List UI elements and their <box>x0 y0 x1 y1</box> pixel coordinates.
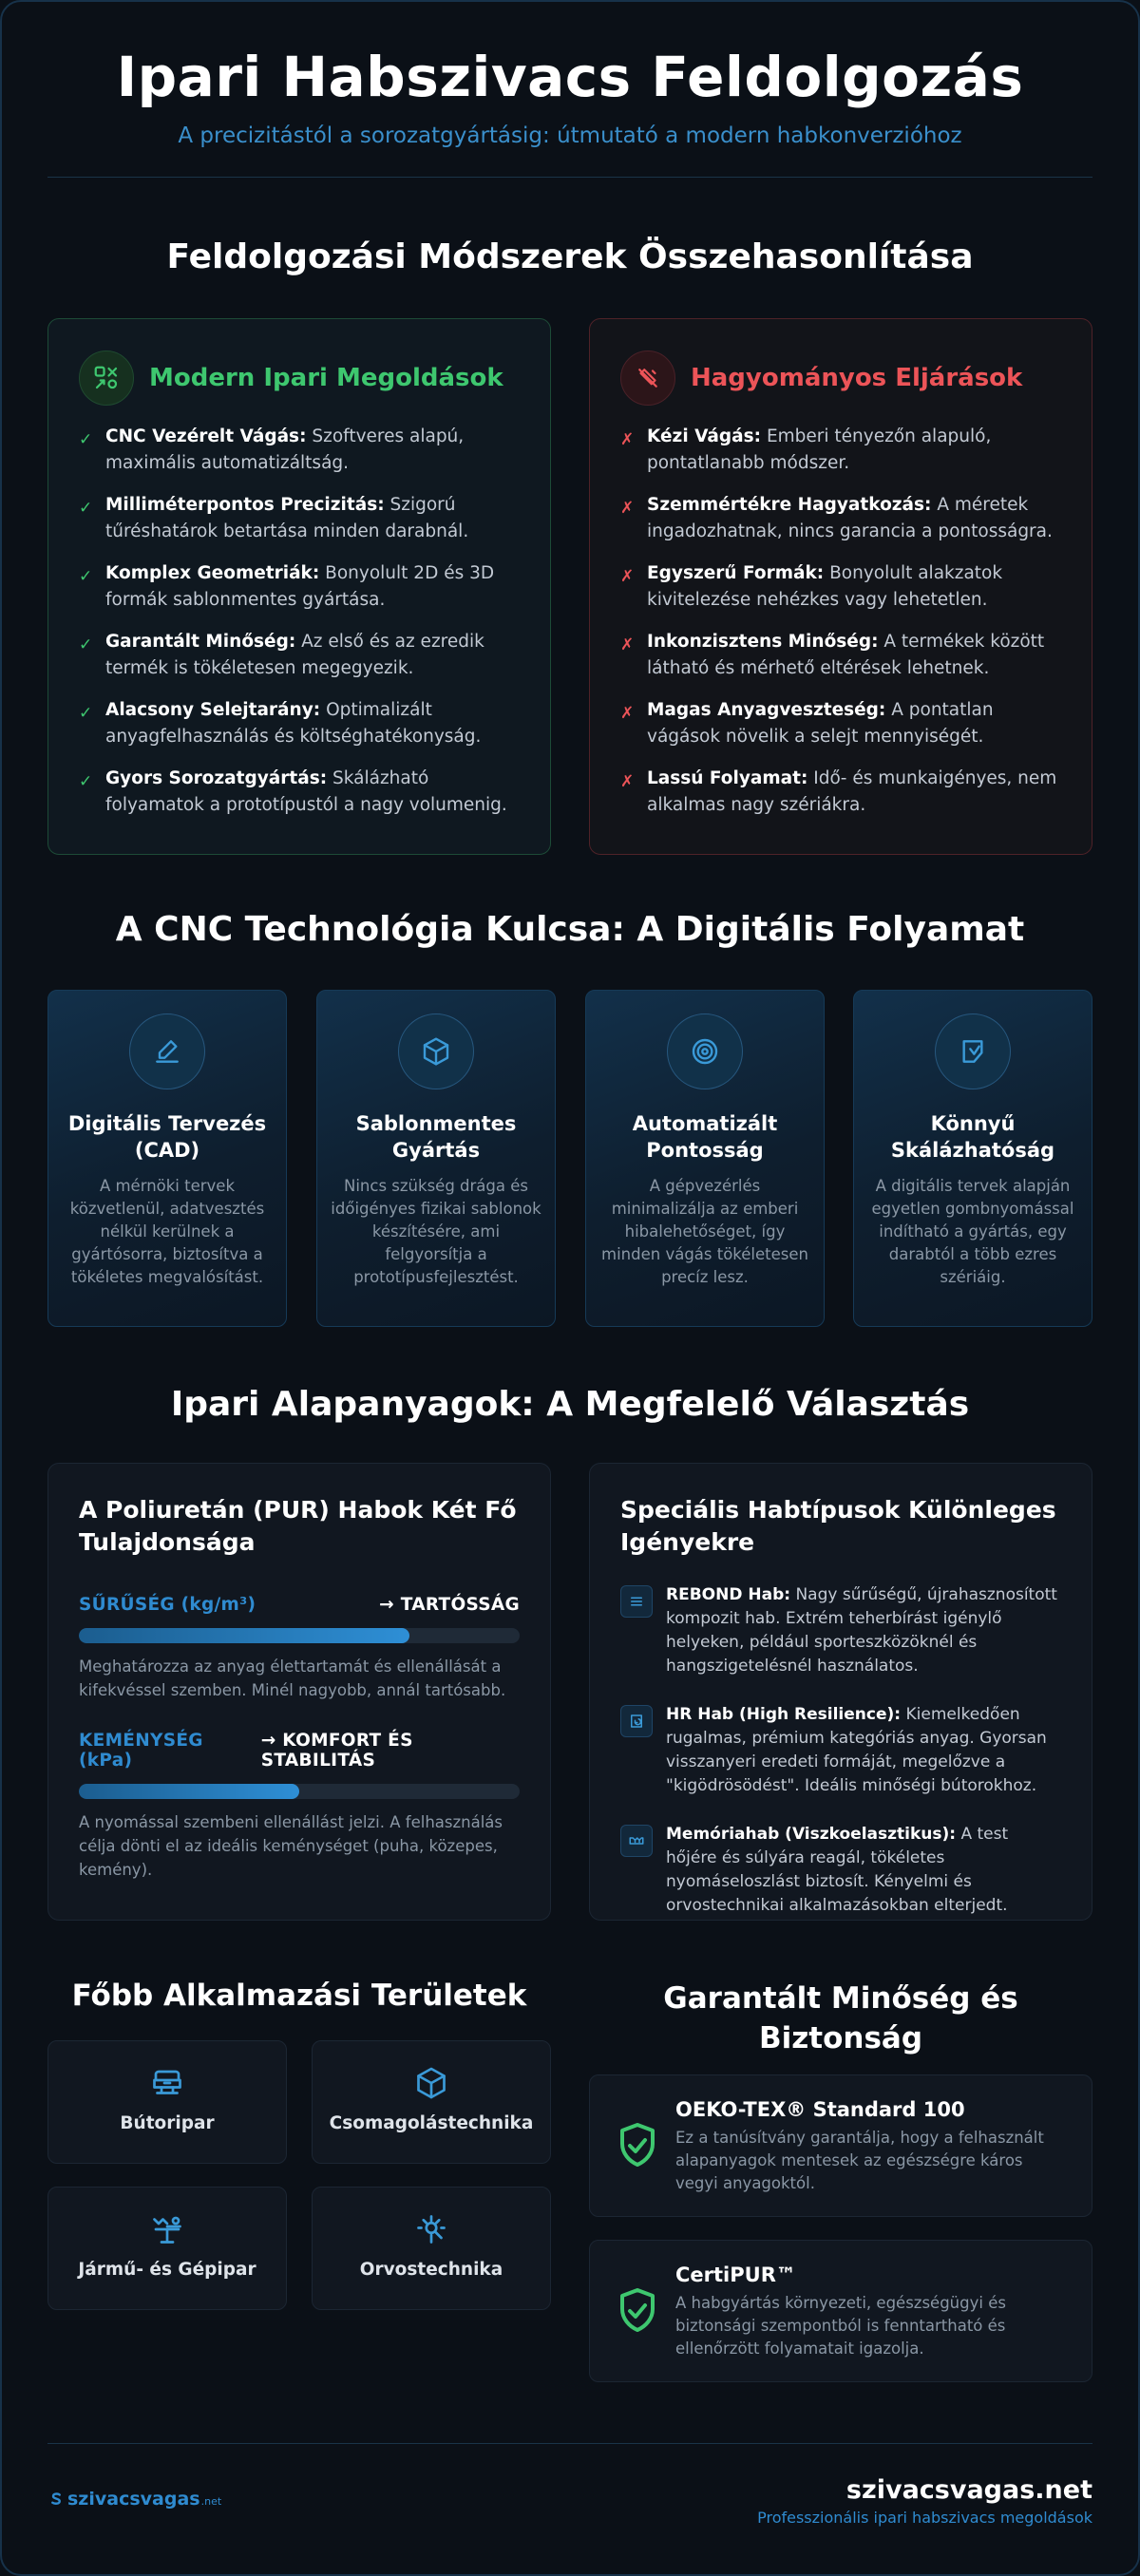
special-term: Memóriahab (Viszkoelasztikus): <box>666 1825 957 1844</box>
cross-icon: ✗ <box>620 772 635 791</box>
page-title: Ipari Habszivacs Feldolgozás <box>116 45 1024 109</box>
item-term: Garantált Minőség: <box>105 632 296 652</box>
sofa-icon <box>48 2064 286 2102</box>
item-term: Szemmértékre Hagyatkozás: <box>647 495 932 515</box>
step-title: Automatizált Pontosság <box>632 1112 778 1162</box>
quality-item-desc: A habgyártás környezeti, egészségügyi és biztonsági szempontból is fenntartható és ellenőrzött folyamatait igazolja. <box>675 2294 1006 2358</box>
pur-card <box>48 1463 551 1921</box>
page <box>48 0 1092 2527</box>
density-desc: Meghatározza az anyag élettartamát és ellenállását a kifekvéssel szemben. Minél nagyobb, annál tartósabb. <box>79 1657 506 1699</box>
step-template-free <box>316 990 556 1327</box>
app-automotive <box>48 2187 287 2310</box>
cross-icon: ✗ <box>620 635 635 654</box>
quality-item-title: OEKO-TEX® Standard 100 <box>675 2098 965 2121</box>
hardness-value: → KOMFORT ÉS STABILITÁS <box>260 1731 413 1771</box>
tools-icon <box>79 350 134 406</box>
materials-title: Ipari Alapanyagok: A Megfelelő Választás <box>170 1385 970 1424</box>
density-property <box>79 1595 520 1702</box>
comparison-item <box>79 424 522 492</box>
item-desc: Szigorú tűréshatárok betartása minden darabnál. <box>105 495 469 541</box>
check-icon: ✓ <box>79 635 93 654</box>
comparison-item <box>620 697 1063 766</box>
step-desc: A mérnöki tervek közvetlenül, adatvesztés nélkül kerülnek a gyártósorra, biztosítva a tökéletes megvalósítást. <box>69 1177 265 1286</box>
item-term: Kézi Vágás: <box>647 426 762 446</box>
step-title: Digitális Tervezés (CAD) <box>67 1112 267 1162</box>
hand-icon <box>620 1825 653 1857</box>
quality-item-desc: Ez a tanúsítvány garantálja, hogy a felhasznált alapanyagok mentesek az egészségre káros vegyi anyagoktól. <box>675 2129 1044 2192</box>
app-medical <box>312 2187 551 2310</box>
applications-title: Főbb Alkalmazási Területek <box>71 1979 527 2013</box>
page-subtitle: A precizitástól a sorozatgyártásig: útmutató a modern habkonverzióhoz <box>178 123 962 148</box>
comparison-section <box>48 318 1092 855</box>
item-term: Egyszerű Formák: <box>647 563 825 583</box>
app-packaging <box>312 2040 551 2164</box>
check-icon: ✓ <box>79 772 93 791</box>
special-item-memory <box>620 1823 1061 1918</box>
item-desc: Optimalizált anyagfelhasználás és költséghatékonyság. <box>105 700 482 747</box>
pur-title: A Poliuretán (PUR) Habok Két Fő Tulajdonsága <box>79 1496 517 1556</box>
logo-text: szivacsvagas <box>67 2489 200 2510</box>
comparison-item <box>620 560 1063 629</box>
item-term: Milliméterpontos Precizitás: <box>105 495 385 515</box>
logo-suffix: .net <box>200 2494 222 2508</box>
special-item-hr <box>620 1703 1061 1798</box>
app-furniture <box>48 2040 287 2164</box>
cross-icon: ✗ <box>620 704 635 723</box>
comparison-item <box>620 629 1063 697</box>
item-desc: Idő- és munkaigényes, nem alkalmas nagy szériákra. <box>647 768 1057 815</box>
step-title: Könnyű Skálázhatóság <box>890 1112 1055 1162</box>
modern-list <box>79 424 522 834</box>
logo-mark-icon <box>48 2491 65 2508</box>
shield-check-icon <box>615 2121 660 2174</box>
item-term: Inkonzisztens Minőség: <box>647 632 879 652</box>
special-desc: Nagy sűrűségű, újrahasznosított kompozit hab. Extrém teherbírást igénylő helyeken, például sporteszközöknél és hangszigetelésnél használatos. <box>666 1585 1057 1676</box>
quality-title: Garantált Minőség és Biztonság <box>663 1981 1018 2055</box>
item-desc: A termékek között látható és mérhető eltérések lehetnek. <box>647 632 1045 678</box>
comparison-item <box>620 492 1063 560</box>
brand-name[interactable]: szivacsvagas.net <box>846 2475 1092 2505</box>
check-icon: ✓ <box>79 567 93 586</box>
item-desc: A pontatlan vágások növelik a selejt mennyiségét. <box>647 700 994 747</box>
special-term: REBOND Hab: <box>666 1585 791 1604</box>
header <box>48 0 1092 178</box>
comparison-item <box>79 492 522 560</box>
step-desc: A digitális tervek alapján egyetlen gombnyomással indítható a gyártás, egy darabtól a több ezres szériáig. <box>871 1177 1074 1286</box>
density-value: → TARTÓSSÁG <box>379 1595 520 1615</box>
item-term: CNC Vezérelt Vágás: <box>105 426 307 446</box>
comparison-item <box>79 697 522 766</box>
density-bar <box>79 1628 520 1643</box>
special-term: HR Hab (High Resilience): <box>666 1705 902 1724</box>
item-term: Lassú Folyamat: <box>647 768 808 788</box>
modern-card <box>48 318 551 855</box>
target-icon <box>667 1013 743 1089</box>
cross-icon: ✗ <box>620 567 635 586</box>
comparison-item <box>620 424 1063 492</box>
special-foams-card <box>589 1463 1092 1921</box>
rebound-icon <box>620 1705 653 1737</box>
cross-icon: ✗ <box>620 430 635 449</box>
footer-brand <box>757 2475 1092 2527</box>
footer-logo[interactable] <box>48 2489 221 2510</box>
quality-certipur <box>589 2240 1092 2382</box>
step-title: Sablonmentes Gyártás <box>355 1112 517 1162</box>
modern-title: Modern Ipari Megoldások <box>149 364 504 392</box>
app-label: Jármű- és Gépipar <box>78 2260 256 2280</box>
box-icon <box>313 2064 550 2102</box>
app-label: Csomagolástechnika <box>329 2113 534 2133</box>
step-desc: A gépvezérlés minimalizálja az emberi hibalehetőséget, így minden vágás tökéletesen precíz lesz. <box>601 1177 808 1286</box>
app-label: Bútoripar <box>120 2113 215 2133</box>
density-label: SŰRŰSÉG (kg/m³) <box>79 1595 256 1615</box>
item-desc: Bonyolult 2D és 3D formák sablonmentes gyártása. <box>105 563 495 610</box>
item-desc: Az első és az ezredik termék is tökéletesen megegyezik. <box>105 632 484 678</box>
item-term: Magas Anyagveszteség: <box>647 700 886 720</box>
app-label: Orvostechnika <box>359 2260 504 2280</box>
hardness-property <box>79 1731 520 1882</box>
cutter-icon <box>620 350 675 406</box>
hardness-desc: A nyomással szembeni ellenállást jelzi. A felhasználás célja dönti el az ideális keménységet (puha, közepes, kemény). <box>79 1813 504 1879</box>
quality-oekotex <box>589 2074 1092 2217</box>
check-icon: ✓ <box>79 430 93 449</box>
item-desc: Skálázható folyamatok a prototípustól a nagy volumenig. <box>105 768 507 815</box>
header-divider <box>48 177 1092 178</box>
brand-tagline: Professzionális ipari habszivacs megoldások <box>757 2509 1092 2527</box>
pencil-icon <box>129 1013 205 1089</box>
scale-icon <box>935 1013 1011 1089</box>
density-bar-fill <box>79 1628 409 1643</box>
item-term: Komplex Geometriák: <box>105 563 320 583</box>
cnc-title: A CNC Technológia Kulcsa: A Digitális Folyamat <box>115 910 1025 949</box>
item-desc: Emberi tényezőn alapuló, pontatlanabb módszer. <box>647 426 992 473</box>
item-term: Alacsony Selejtarány: <box>105 700 321 720</box>
hardness-label: KEMÉNYSÉG (kPa) <box>79 1731 203 1771</box>
step-precision <box>585 990 825 1327</box>
comparison-title: Feldolgozási Módszerek Összehasonlítása <box>166 237 974 276</box>
step-desc: Nincs szükség drága és időigényes fizikai sablonok készítésére, ami felgyorsítja a prototípusfejlesztést. <box>331 1177 542 1286</box>
step-cad <box>48 990 287 1327</box>
comparison-item <box>79 560 522 629</box>
step-scalability <box>853 990 1092 1327</box>
hardness-bar <box>79 1784 520 1799</box>
check-icon: ✓ <box>79 704 93 723</box>
layers-icon <box>620 1585 653 1618</box>
cube-icon <box>398 1013 474 1089</box>
item-desc: A méretek ingadozhatnak, nincs garancia a pontosságra. <box>647 495 1053 541</box>
special-desc: A test hőjére és súlyára reagál, tökéletes nyomáseloszlást biztosít. Kényelmi és orvostechnikai alkalmazásokban elterjedt. <box>666 1825 1009 1915</box>
comparison-item <box>79 629 522 697</box>
check-icon: ✓ <box>79 499 93 518</box>
item-desc: Bonyolult alakzatok kivitelezése nehézkes vagy lehetetlen. <box>647 563 1003 610</box>
comparison-item <box>79 766 522 834</box>
special-title: Speciális Habtípusok Különleges Igényekre <box>620 1496 1056 1556</box>
item-term: Gyors Sorozatgyártás: <box>105 768 328 788</box>
cross-icon: ✗ <box>620 499 635 518</box>
quality-item-title: CertiPUR™ <box>675 2263 796 2286</box>
hardness-bar-fill <box>79 1784 299 1799</box>
special-item-rebond <box>620 1583 1061 1678</box>
traditional-list <box>620 424 1063 834</box>
comparison-item <box>620 766 1063 834</box>
traditional-title: Hagyományos Eljárások <box>691 364 1023 392</box>
traditional-card <box>589 318 1092 855</box>
shield-check-icon <box>615 2286 660 2339</box>
special-desc: Kiemelkedően rugalmas, prémium kategóriás anyag. Gyorsan visszanyeri eredeti formáját, megelőzve a "kigödrösödést". Ideális minőségi bútorokhoz. <box>666 1705 1047 1795</box>
machine-icon <box>48 2210 286 2248</box>
medical-icon <box>313 2210 550 2248</box>
item-desc: Szoftveres alapú, maximális automatizáltság. <box>105 426 465 473</box>
footer-divider <box>48 2443 1092 2444</box>
